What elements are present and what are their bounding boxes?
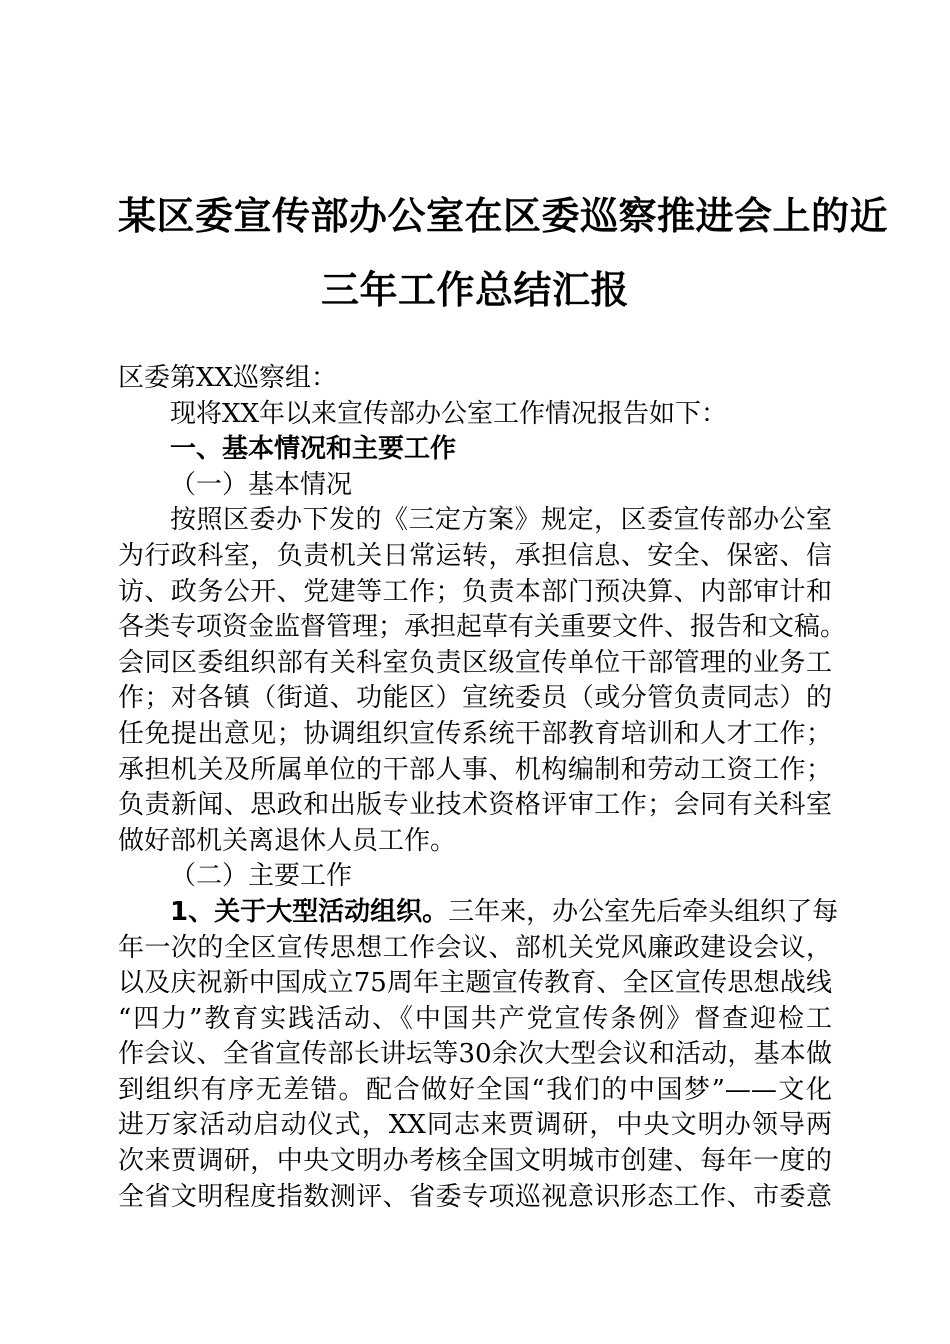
document-body <box>118 361 847 1215</box>
paragraph-line: 以及庆祝新中国成立75周年主题宣传教育、全区宣传思想战线 <box>118 968 832 999</box>
subsection-heading-basic: （一）基本情况 <box>170 469 353 500</box>
work-item-first-text: 三年来，办公室先后牵头组织了每 <box>448 896 839 927</box>
section-heading: 一、基本情况和主要工作 <box>170 434 457 465</box>
paragraph-line: 承担机关及所属单位的干部人事、机构编制和劳动工资工作； <box>118 754 832 785</box>
paragraph-line: 访、政务公开、党建等工作；负责本部门预决算、内部审计和 <box>118 576 832 607</box>
paragraph-line: 到组织有序无差错。配合做好全国“我们的中国梦”——文化 <box>118 1074 832 1105</box>
paragraph-line: 负责新闻、思政和出版专业技术资格评审工作；会同有关科室 <box>118 790 832 821</box>
paragraph-line: 任免提出意见；协调组织宣传系统干部教育培训和人才工作； <box>118 718 832 749</box>
intro-paragraph: 现将XX年以来宣传部办公室工作情况报告如下： <box>170 398 728 429</box>
paragraph-line: 为行政科室，负责机关日常运转，承担信息、安全、保密、信 <box>118 540 832 571</box>
salutation: 区委第XX巡察组： <box>118 363 338 393</box>
paragraph-line: 各类专项资金监督管理；承担起草有关重要文件、报告和文稿。 <box>118 612 847 643</box>
subsection-heading-work: （二）主要工作 <box>170 861 353 892</box>
paragraph-line: 次来贾调研，中央文明办考核全国文明城市创建、每年一度的 <box>118 1146 832 1177</box>
paragraph-line: 作会议、全省宣传部长讲坛等30余次大型会议和活动，基本做 <box>118 1039 832 1070</box>
paragraph-line: 进万家活动启动仪式，XX同志来贾调研，中央文明办领导两 <box>118 1110 832 1141</box>
paragraph-line: 做好部机关离退休人员工作。 <box>118 825 457 856</box>
paragraph-line: 年一次的全区宣传思想工作会议、部机关党风廉政建设会议， <box>118 932 832 963</box>
paragraph-line: 全省文明程度指数测评、省委专项巡视意识形态工作、市委意 <box>118 1181 832 1212</box>
work-item-first-line <box>118 895 839 931</box>
document-title-line-1: 某区委宣传部办公室在区委巡察推进会上的近 <box>118 194 889 238</box>
paragraph-line: 按照区委办下发的《三定方案》规定，区委宣传部办公室 <box>170 505 832 536</box>
work-item-lead: 1、关于大型活动组织。 <box>170 896 449 927</box>
paragraph-line: “四力”教育实践活动、《中国共产党宣传条例》督查迎检工 <box>118 1003 832 1034</box>
document-title-line-2: 三年工作总结汇报 <box>320 268 629 312</box>
paragraph-line: 作；对各镇（街道、功能区）宣统委员（或分管负责同志）的 <box>118 683 832 714</box>
paragraph-line: 会同区委组织部有关科室负责区级宣传单位干部管理的业务工 <box>118 647 832 678</box>
